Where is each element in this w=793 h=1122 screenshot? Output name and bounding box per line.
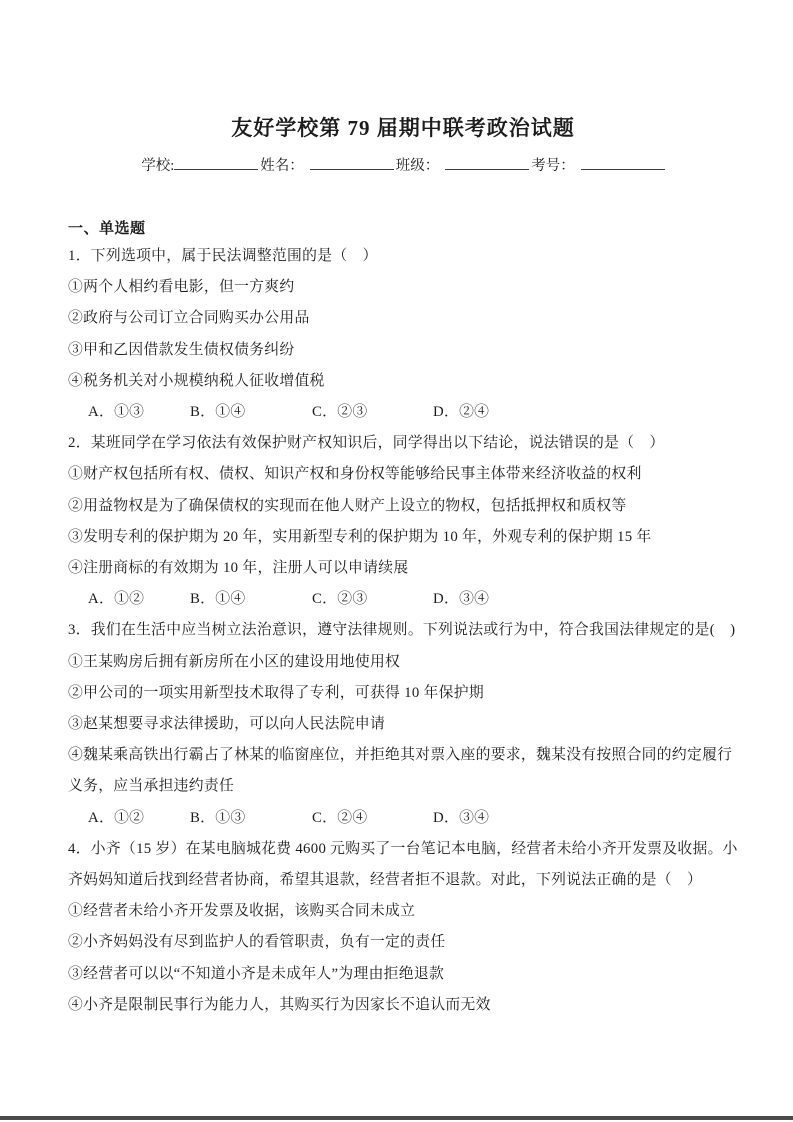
question-number: 4． bbox=[68, 840, 91, 857]
question-item: ①财产权包括所有权、债权、知识产权和身份权等能够给民事主体带来经济收益的权利 bbox=[68, 466, 642, 483]
question-item: ④小齐是限制民事行为能力人，其购买行为因家长不追认而无效 bbox=[68, 996, 491, 1013]
question-item: ①经营者未给小齐开发票及收据，该购买合同未成立 bbox=[68, 903, 416, 920]
info-field bbox=[396, 154, 530, 179]
question-item: ④税务机关对小规模纳税人征收增值税 bbox=[68, 372, 325, 389]
option-c: C．②③ bbox=[312, 404, 368, 421]
option-c: C．②④ bbox=[312, 809, 368, 826]
question-options-row bbox=[68, 584, 738, 615]
question-item: ③发明专利的保护期为 20 年，实用新型专利的保护期为 10 年，外观专利的保护期 15 年 bbox=[68, 528, 652, 545]
question-item: ①两个人相约看电影，但一方爽约 bbox=[68, 279, 295, 296]
question-item: ①王某购房后拥有新房所在小区的建设用地使用权 bbox=[68, 653, 401, 670]
info-field bbox=[260, 154, 394, 179]
option-b: B．①④ bbox=[190, 591, 246, 608]
question-stem bbox=[68, 241, 738, 272]
question-block bbox=[68, 615, 738, 833]
question-item: ②小齐妈妈没有尽到监护人的看管职责，负有一定的责任 bbox=[68, 934, 446, 951]
question-stem-text: 某班同学在学习依法有效保护财产权知识后，同学得出以下结论，说法错误的是（ ） bbox=[90, 435, 665, 452]
question-item: ②用益物权是为了确保债权的实现而在他人财产上设立的物权，包括抵押权和质权等 bbox=[68, 497, 627, 514]
question-item: ③赵某想要寻求法律援助，可以向人民法院申请 bbox=[68, 716, 386, 733]
info-field bbox=[141, 154, 258, 179]
question-item: ②甲公司的一项实用新型技术取得了专利，可获得 10 年保护期 bbox=[68, 684, 484, 701]
question-stem-text: 小齐（15 岁）在某电脑城花费 4600 元购买了一台笔记本电脑，经营者未给小齐开发票及收据。小齐妈妈知道后找到经营者协商，希望其退款，经营者拒不退款。对此，下列说法正确的是（ ） bbox=[68, 840, 738, 889]
question-item: ④注册商标的有效期为 10 年，注册人可以申请续展 bbox=[68, 560, 409, 577]
question-block bbox=[68, 834, 738, 1021]
page-bottom-edge bbox=[0, 1116, 793, 1120]
info-field-label: 班级： bbox=[395, 158, 440, 174]
question-stem bbox=[68, 834, 738, 896]
info-field-label: 学校: bbox=[141, 158, 175, 174]
student-info-line bbox=[68, 154, 738, 179]
question-block bbox=[68, 241, 738, 428]
question-item: ②政府与公司订立合同购买办公用品 bbox=[68, 310, 310, 327]
questions-container bbox=[68, 241, 738, 1021]
question-number: 3． bbox=[68, 622, 91, 639]
info-field-label: 姓名： bbox=[260, 158, 304, 174]
info-field bbox=[531, 154, 665, 179]
question-block bbox=[68, 428, 738, 615]
section-heading: 一、单选题 bbox=[68, 220, 146, 237]
question-stem-text: 我们在生活中应当树立法治意识，遵守法律规则。下列说法或行为中，符合我国法律规定的是( ) bbox=[90, 622, 736, 639]
question-number: 1． bbox=[68, 248, 91, 264]
info-field-blank bbox=[445, 155, 529, 170]
question-item: ③甲和乙因借款发生债权债务纠纷 bbox=[68, 341, 295, 358]
question-item: ④魏某乘高铁出行霸占了林某的临窗座位，并拒绝其对票入座的要求，魏某没有按照合同的约定履行义务，应当承担违约责任 bbox=[68, 747, 733, 795]
question-options-row bbox=[68, 397, 738, 428]
question-number: 2． bbox=[68, 435, 91, 452]
info-field-blank bbox=[310, 155, 394, 170]
option-b: B．①③ bbox=[190, 809, 246, 826]
option-b: B．①④ bbox=[190, 404, 246, 421]
option-d: D．③④ bbox=[433, 809, 490, 826]
question-stem-text: 下列选项中，属于民法调整范围的是（ ） bbox=[90, 248, 378, 264]
info-field-blank bbox=[581, 155, 665, 170]
document-body bbox=[68, 112, 738, 1021]
option-a: A．①② bbox=[88, 809, 145, 826]
question-item: ③经营者可以以“不知道小齐是未成年人”为理由拒绝退款 bbox=[68, 965, 445, 982]
question-stem bbox=[68, 615, 738, 646]
option-d: D．③④ bbox=[433, 591, 490, 608]
exam-title: 友好学校第 79 届期中联考政治试题 bbox=[231, 116, 575, 140]
info-field-label: 考号： bbox=[531, 158, 575, 174]
option-d: D．②④ bbox=[433, 404, 490, 421]
info-field-blank bbox=[174, 155, 258, 170]
option-c: C．②③ bbox=[312, 591, 368, 608]
option-a: A．①② bbox=[88, 591, 145, 608]
option-a: A．①③ bbox=[88, 404, 145, 421]
question-options-row bbox=[68, 803, 738, 834]
question-stem bbox=[68, 428, 738, 459]
